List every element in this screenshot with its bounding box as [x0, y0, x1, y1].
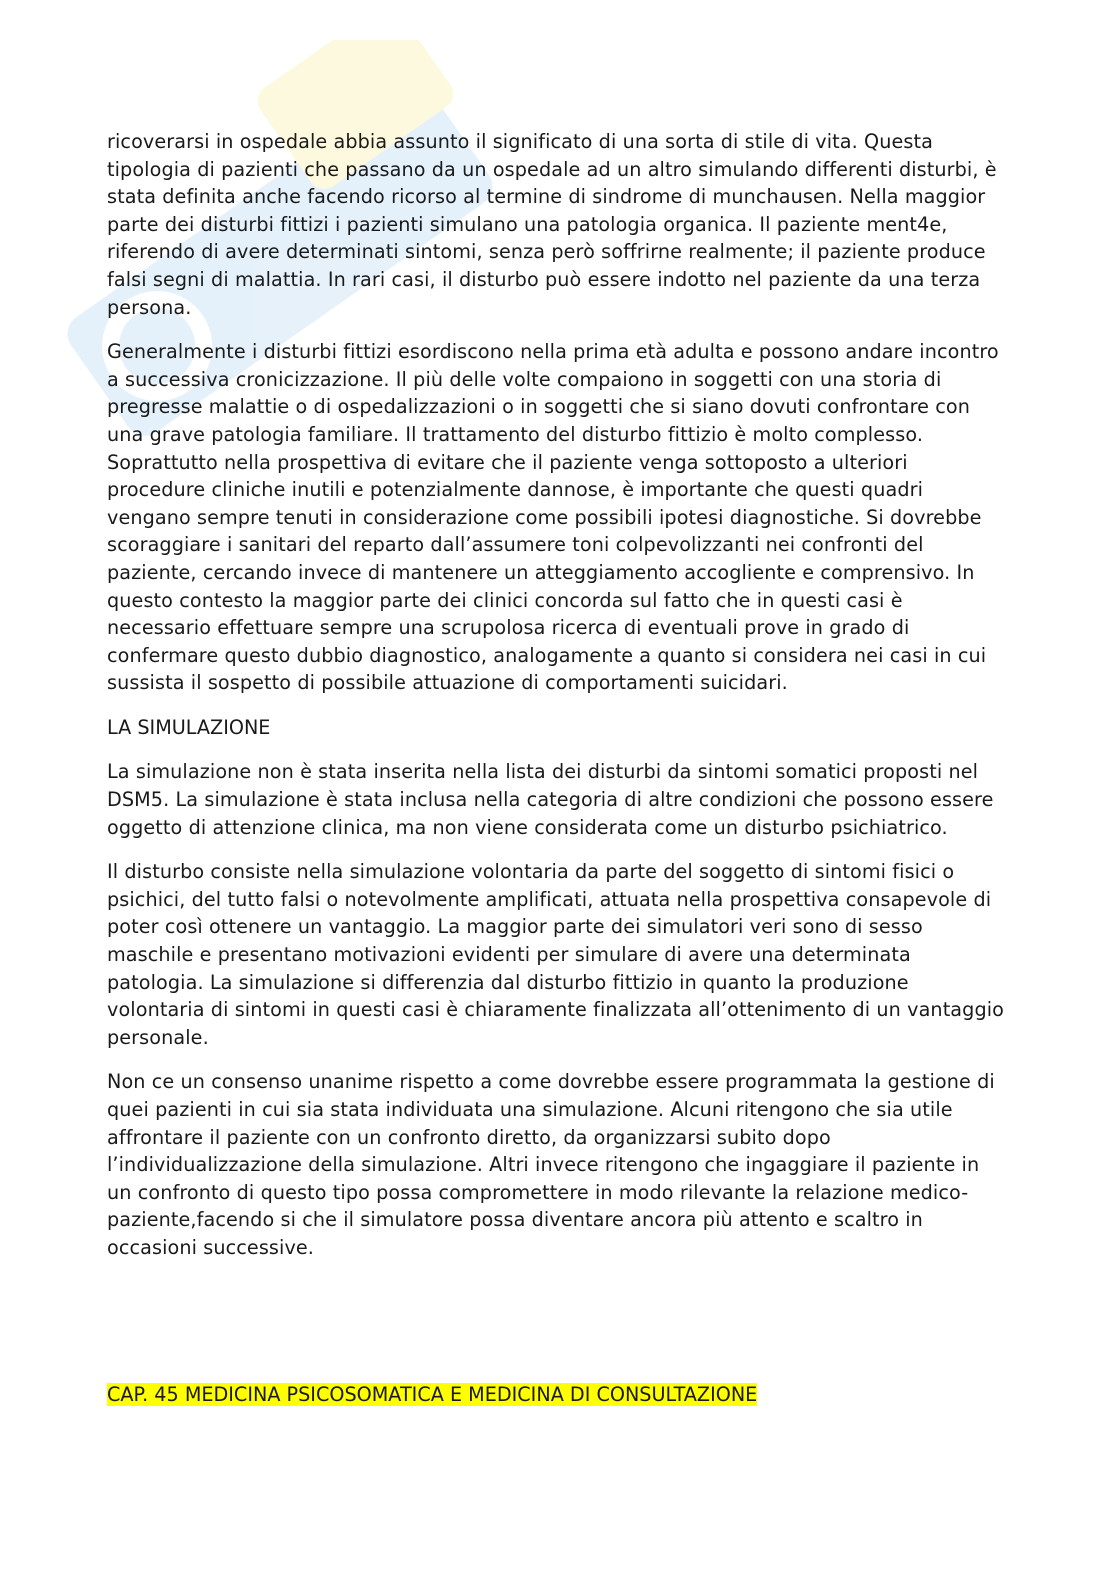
chapter-heading	[107, 1381, 757, 1409]
paragraph-4: Il disturbo consiste nella simulazione volontaria da parte del soggetto di sintomi fisici o psichici, del tutto falsi o notevolmente amplificati, attuata nella prospettiva consapevole di poter così ottenere un vantaggio. La maggior parte dei simulatori veri sono di sesso maschile e presentano motivazioni evidenti per simulare di avere una determinata patologia. La simulazione si differenzia dal disturbo fittizio in quanto la produzione volontaria di sintomi in questi casi è chiaramente finalizzata all’ottenimento di un vantaggio personale.	[107, 860, 1004, 1049]
document-body	[107, 128, 1007, 1279]
chapter-title-highlighted: CAP. 45 MEDICINA PSICOSOMATICA E MEDICINA DI CONSULTAZIONE	[107, 1383, 758, 1406]
paragraph-3: La simulazione non è stata inserita nella lista dei disturbi da sintomi somatici proposti nel DSM5. La simulazione è stata inclusa nella categoria di altre condizioni che possono essere oggetto di attenzione clinica, ma non viene considerata come un disturbo psichiatrico.	[107, 760, 994, 839]
section-heading: LA SIMULAZIONE	[107, 715, 271, 739]
paragraph-2: Generalmente i disturbi fittizi esordiscono nella prima età adulta e possono andare incontro a successiva cronicizzazione. Il più delle volte compaiono in soggetti con una storia di pregresse malattie o di ospedalizzazioni o in soggetti che si siano dovuti confrontare con una grave patologia familiare. Il trattamento del disturbo fittizio è molto complesso. Soprattutto nella prospettiva di evitare che il paziente venga sottoposto a ulteriori procedure cliniche inutili e potenzialmente dannose, è importante che questi quadri vengano sempre tenuti in considerazione come possibili ipotesi diagnostiche. Si dovrebbe scoraggiare i sanitari del reparto dall’assumere toni colpevolizzanti nei confronti del paziente, cercando invece di mantenere un atteggiamento accogliente e comprensivo. In questo contesto la maggior parte dei clinici concorda sul fatto che in questi casi è necessario effettuare sempre una scrupolosa ricerca di eventuali prove in grado di confermare questo dubbio diagnostico, analogamente a quanto si considera nei casi in cui sussista il sospetto di possibile attuazione di comportamenti suicidari.	[107, 340, 999, 695]
paragraph-1: ricoverarsi in ospedale abbia assunto il significato di una sorta di stile di vita. Questa tipologia di pazienti che passano da un ospedale ad un altro simulando differenti disturbi, è stata definita anche facendo ricorso al termine di sindrome di munchausen. Nella maggior parte dei disturbi fittizi i pazienti simulano una patologia organica. Il paziente ment4e, riferendo di avere determinati sintomi, senza però soffrirne realmente; il paziente produce falsi segni di malattia. In rari casi, il disturbo può essere indotto nel paziente da una terza persona.	[107, 130, 997, 319]
paragraph-5: Non ce un consenso unanime rispetto a come dovrebbe essere programmata la gestione di quei pazienti in cui sia stata individuata una simulazione. Alcuni ritengono che sia utile affrontare il paziente con un confronto diretto, da organizzarsi subito dopo l’individualizzazione della simulazione. Altri invece ritengono che ingaggiare il paziente in un confronto di questo tipo possa compromettere in modo rilevante la relazione medico-paziente,facendo si che il simulatore possa diventare ancora più attento e scaltro in occasioni successive.	[107, 1070, 995, 1259]
